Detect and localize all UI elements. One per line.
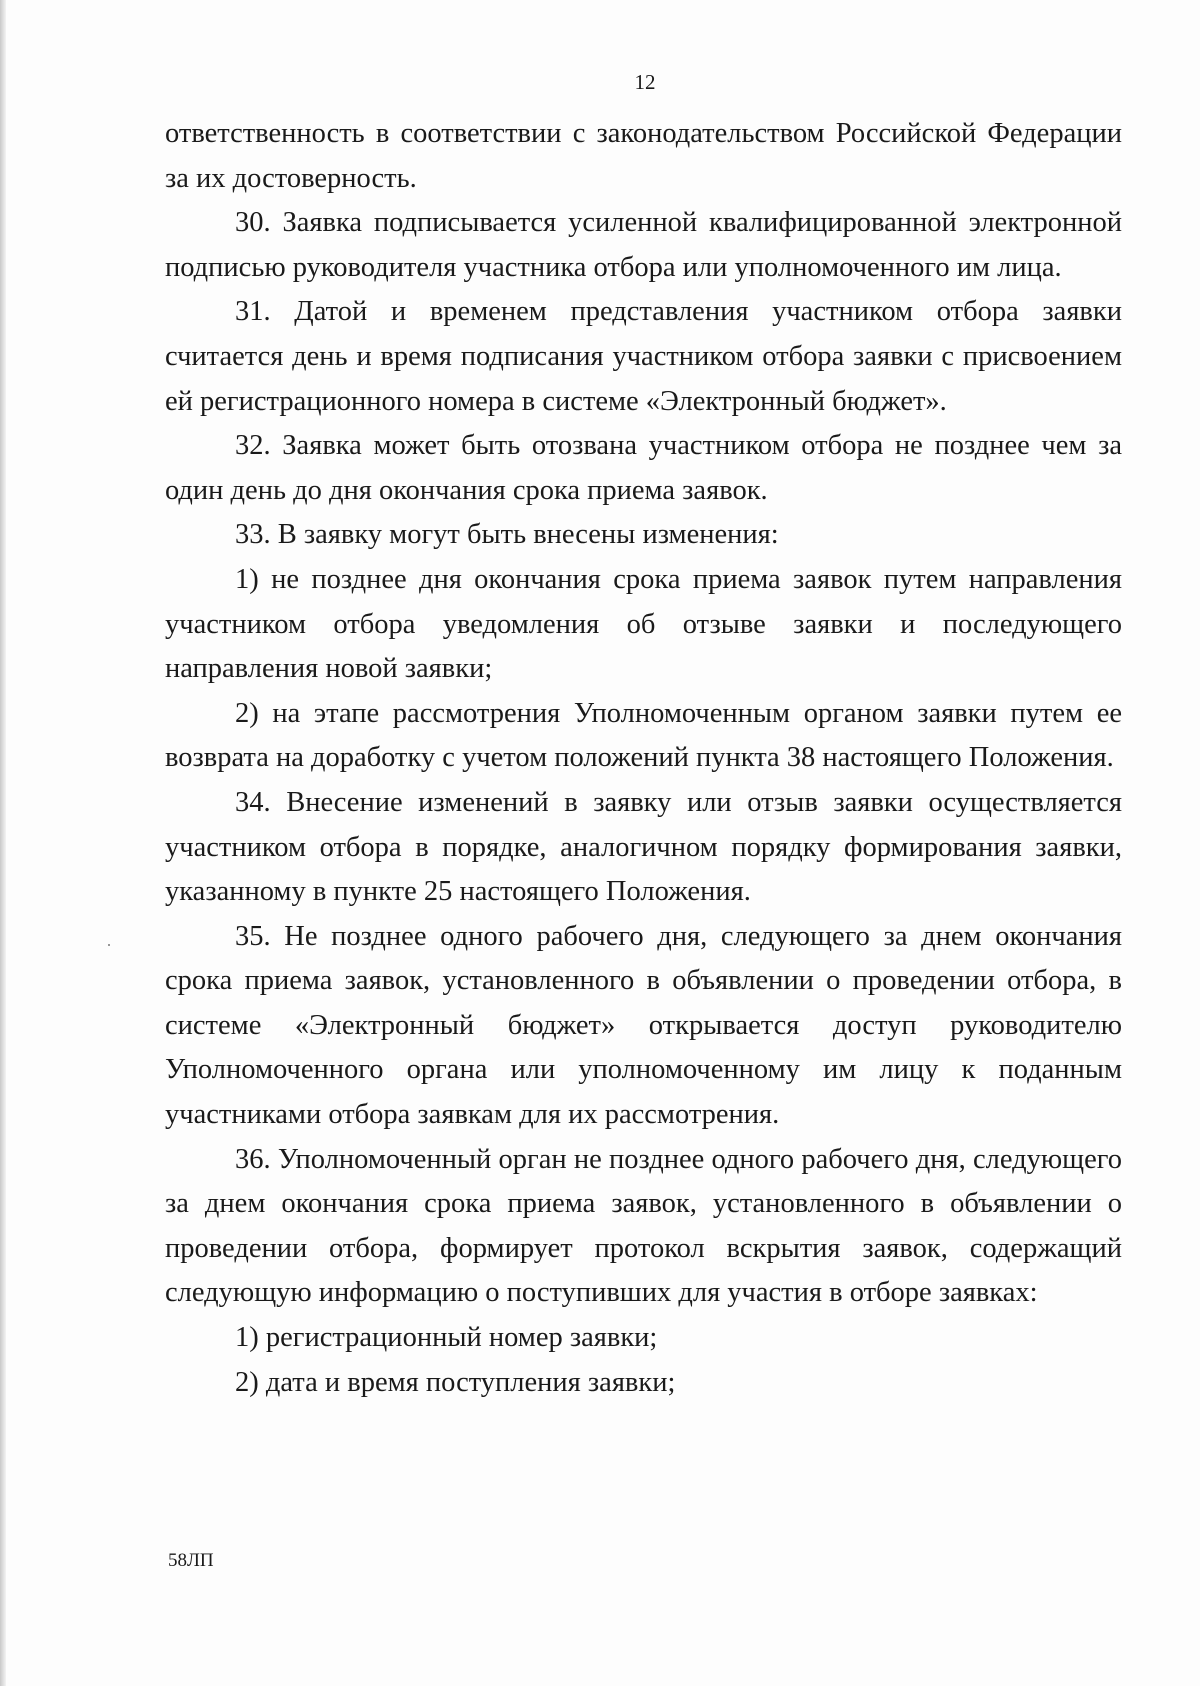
paragraph-36: 36. Уполномоченный орган не позднее одного рабочего дня, следующего за днем окончания срока приема заявок, установленного в объявлении о проведении отбора, формирует протокол вскрытия заявок, содержащий следующую информацию о поступивших для участия в отборе заявках: [165, 1143, 1122, 1309]
paragraph-36-item-2: 2) дата и время поступления заявки; [235, 1366, 676, 1398]
paragraph-34: 34. Внесение изменений в заявку или отзыв заявки осуществляется участником отбора в порядке, аналогичном порядку формирования заявки, указанному в пункте 25 настоящего Положения. [165, 786, 1122, 908]
paragraph-31: 31. Датой и временем представления участником отбора заявки считается день и время подписания участником отбора заявки с присвоением ей регистрационного номера в системе «Электронный бюджет». [165, 296, 1122, 417]
paragraph-continuation: ответственность в соответствии с законодательством Российской Федерации за их достоверность. [165, 118, 1122, 194]
paragraph-33-item-2: 2) на этапе рассмотрения Уполномоченным органом заявки путем ее возврата на доработку с учетом положений пункта 38 настоящего Положения. [165, 697, 1122, 774]
paragraph-33-item-1: 1) не позднее дня окончания срока приема заявок путем направления участником отбора уведомления об отзыве заявки и последующего направления новой заявки; [165, 563, 1122, 685]
scan-speck [108, 944, 110, 946]
paragraph-32: 32. Заявка может быть отозвана участником отбора не позднее чем за один день до дня окончания срока приема заявок. [165, 430, 1122, 506]
document-body [165, 112, 1122, 1405]
paragraph-35: 35. Не позднее одного рабочего дня, следующего за днем окончания срока приема заявок, установленного в объявлении о проведении отбора, в системе «Электронный бюджет» открывается доступ руководителю Уполномоченного органа или уполномоченному им лицу к поданным участниками отбора заявкам для их рассмотрения. [165, 920, 1122, 1131]
scan-edge [0, 0, 6, 1686]
paragraph-36-item-1: 1) регистрационный номер заявки; [235, 1322, 658, 1354]
paragraph-30: 30. Заявка подписывается усиленной квалифицированной электронной подписью руководителя участника отбора или уполномоченного им лица. [165, 207, 1122, 283]
page-number: 12 [634, 70, 656, 94]
paragraph-33: 33. В заявку могут быть внесены изменения: [235, 519, 779, 551]
footer-document-code: 58ЛП [168, 1550, 214, 1571]
